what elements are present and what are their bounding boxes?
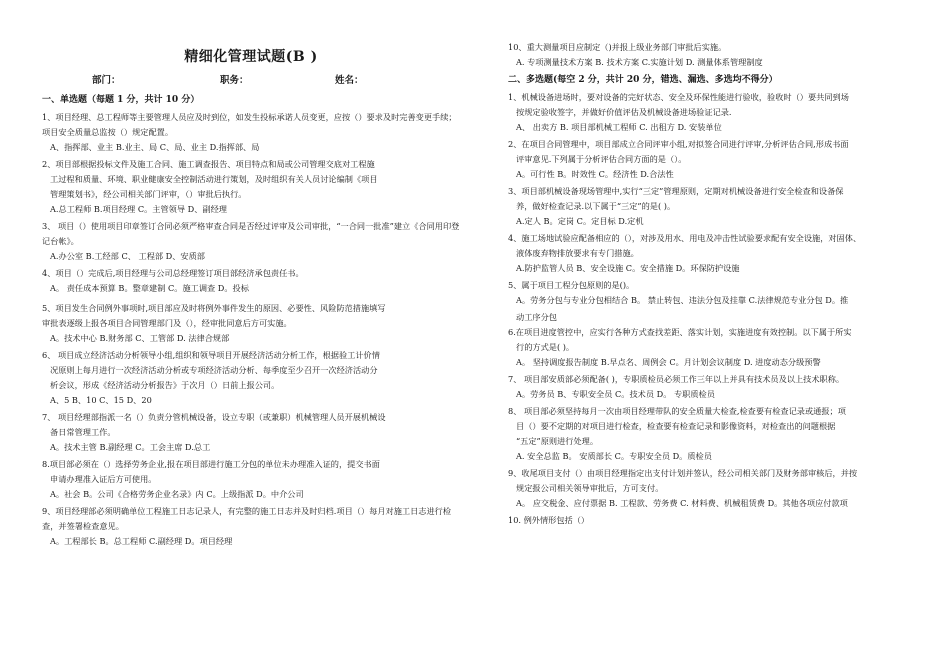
- position-field: 职务：: [220, 75, 249, 86]
- answer-options: A.防护监管人员 B、安全设施 C。安全措施 D。环保防护设施: [516, 263, 740, 273]
- question-text-continued: 液体废弃物排放要求有专门措施。: [516, 248, 639, 258]
- question-text-continued: 析会议，形成《经济活动分析报告》于次月（）日前上报公司。: [50, 380, 280, 390]
- question-text: 8、 项目部必须坚持每月一次由项目经理带队的安全质量大检查,检查要有检查记录或通报；项: [508, 406, 846, 416]
- answer-options: A。技术中心 B.财务部 C、工管部 D. 法律合规部: [50, 333, 230, 343]
- question-text-continued: 申请办理准入证后方可使用。: [50, 474, 157, 484]
- answer-options: A.总工程师 B.项目经理 C。主管领导 D、副经理: [50, 204, 227, 214]
- question-text-continued: 规定报公司相关领导审批后，方可支付。: [516, 483, 664, 493]
- question-text-continued: 养，做好检查记录.以下属于“三定”的是( )。: [516, 201, 676, 211]
- answer-options: A. 专项测量技术方案 B. 技术方案 C.实施计划 D. 测量体系管理制度: [516, 57, 763, 67]
- question-text-continued: 目（）要不定期的对项目进行检查，检查要有检查记录和影像资料，对检查出的问题根据: [516, 421, 836, 431]
- answer-options: A、5 B、10 C、15 D、20: [50, 395, 152, 405]
- section-heading: 二、多选题(每空 2 分，共计 20 分，错选、漏选、多选均不得分）: [508, 75, 778, 85]
- question-text: 1、项目经理、总工程师等主要管理人员应及时到位，如发生投标承诺人员变更，应按（）要求及时完善变更手续；项目安全质量总监按（）规定配置。: [42, 112, 457, 137]
- question-text: 9、收尾项目支付（）由项目经理指定出支付计划并签认，经公司相关部门及财务部审核后，并按: [508, 468, 858, 478]
- left-column: [42, 46, 460, 551]
- answer-options: A。社会 B。公司《合格劳务企业名录》内 C。上级指派 D。中介公司: [50, 489, 304, 499]
- answer-options: A。劳务员 B、专职安全员 C。技术员 D。 专职质检员: [516, 389, 715, 399]
- question-text: 7、 项目部安质部必须配备( )，专职质检员必须工作三年以上并具有技术员及以上技术职称。: [508, 374, 845, 384]
- question-text: 2、在项目合同管理中，项目部成立合同评审小组,对拟签合同进行评审,分析评估合同,形成书面: [508, 139, 849, 149]
- department-field: 部门：: [92, 75, 121, 86]
- answer-options: A、 出卖方 B. 项目部机械工程师 C. 出租方 D. 安装单位: [516, 122, 722, 132]
- answer-options: A。劳务分包与专业分包相结合 B。 禁止转包、违法分包及挂靠 C.法律规范专业分包 D。推: [516, 295, 849, 305]
- question-text: 审批表逐级上报各项目合同管理部门及（），经审批同意后方可实施。: [42, 318, 292, 328]
- question-text: 4、施工场地试验应配备相应的（），对涉及用水、用电及冲击性试验要求配有安全设施，对固体、: [508, 233, 862, 243]
- answer-options: A。 责任成本预算 B。整章建制 C。施工调查 D。投标: [50, 283, 249, 293]
- question-text: 2、项目部根据投标文件及施工合同、施工调查报告、项目特点和局或公司管理交底对工程施: [42, 159, 375, 169]
- answer-options: A。 应交税金、应付票据 B. 工程款、劳务费 C. 材料费、机械租赁费 D。其他各项应付款项: [516, 498, 848, 508]
- single-choice-section: [42, 92, 460, 549]
- question-text-continued: 动工序分包: [516, 312, 557, 322]
- question-text-continued: 管理策划书》，经公司相关部门评审，（）审批后执行。: [50, 189, 247, 199]
- question-text-continued: 评审意见.下列属于分析评估合同方面的是（）。: [516, 154, 687, 164]
- question-text-continued: 况原则上每月进行一次经济活动分析或专项经济活动分析、每季度至少召开一次经济活动分: [50, 365, 378, 375]
- question-text: 3、项目部机械设备现场管理中,实行“三定”管理原则，定期对机械设备进行安全检查和设备保: [508, 186, 844, 196]
- exam-title: 精细化管理试题(B ): [184, 49, 318, 65]
- question-text: 8.项目部必须在（）选择劳务企业,报在项目部进行施工分包的单位未办理准入证的，提交书面: [42, 459, 380, 469]
- question-text: 6.在项目进度管控中，应实行各种方式查找差距、落实计划，实施进度有效控制。以下属于所实: [508, 327, 852, 337]
- question-text-continued: “五定”原则进行处理。: [516, 436, 599, 446]
- question-text-continued: 备日常管理工作。: [50, 427, 116, 437]
- question-text-continued: 行的方式是( )。: [516, 342, 575, 352]
- answer-options: A、指挥部、业主 B.业主、局 C、局、业主 D.指挥部、局: [50, 142, 260, 152]
- question-text: 3、 项目（）使用项目印章签订合同必须严格审查合同是否经过评审及公司审批，“一合同一批准”建立《合同用印登记台帐》。: [42, 221, 460, 246]
- answer-options: A。可行性 B。时效性 C。经济性 D.合法性: [516, 169, 674, 179]
- multi-choice-section: [508, 40, 920, 528]
- question-text: 4、项目（）完成后,项目经理与公司总经理签订项目部经济承包责任书。: [42, 268, 304, 278]
- question-text: 10、重大测量项目应制定（)并报上级业务部门审批后实施。: [508, 42, 727, 52]
- question-text: 5、属于项目工程分包原则的是()。: [508, 280, 635, 290]
- right-column: [508, 40, 920, 528]
- question-text: 1、机械设备进场时，要对设备的完好状态、安全及环保性能进行验收，验收时（）要共同到场: [508, 92, 849, 102]
- question-text: 5、项目发生合同例外事项时,项目部应及时将例外事件发生的原因、必要性、风险防范措施填写: [42, 303, 386, 313]
- answer-options: A。工程部长 B。总工程师 C.副经理 D。项目经理: [50, 536, 233, 546]
- question-text: 9、项目经理部必须明确单位工程施工日志记录人，有完整的施工日志并及时归档.项目（）每月对施工日志进行检查，并签署检查意见。: [42, 506, 452, 531]
- section-heading: 一、单选题（每题 1 分，共计 10 分）: [42, 95, 200, 105]
- examinee-info: [42, 72, 460, 86]
- question-text-continued: 工过程和质量、环境、职业健康安全控制活动进行策划，及时组织有关人员讨论编制《项目: [50, 174, 378, 184]
- question-text: 10. 例外情形包括（）: [508, 515, 590, 525]
- answer-options: A. 安全总监 B。 安质部长 C。专职安全员 D。质检员: [516, 451, 712, 461]
- name-field: 姓名：: [335, 75, 364, 86]
- question-text: 7、 项目经理部指派一名（）负责分管机械设备，设立专职（或兼职）机械管理人员开展机械设: [42, 412, 386, 422]
- answer-options: A.定人 B。定岗 C。定目标 D.定机: [516, 216, 644, 226]
- question-text-continued: 按规定验收签字，并做好价值评估及机械设备进场验证记录.: [516, 107, 732, 117]
- question-text: 6、 项目成立经济活动分析领导小组,组织和领导项目开展经济活动分析工作，根据验工计价情: [42, 350, 380, 360]
- answer-options: A。 坚持调度报告制度 B.早点名、周例会 C。月计划会议制度 D. 进度动态分级预警: [516, 357, 821, 367]
- answer-options: A.办公室 B.工经部 C、 工程部 D、安质部: [50, 251, 205, 261]
- answer-options: A。技术主管 B.副经理 C。工会主席 D.总工: [50, 442, 211, 452]
